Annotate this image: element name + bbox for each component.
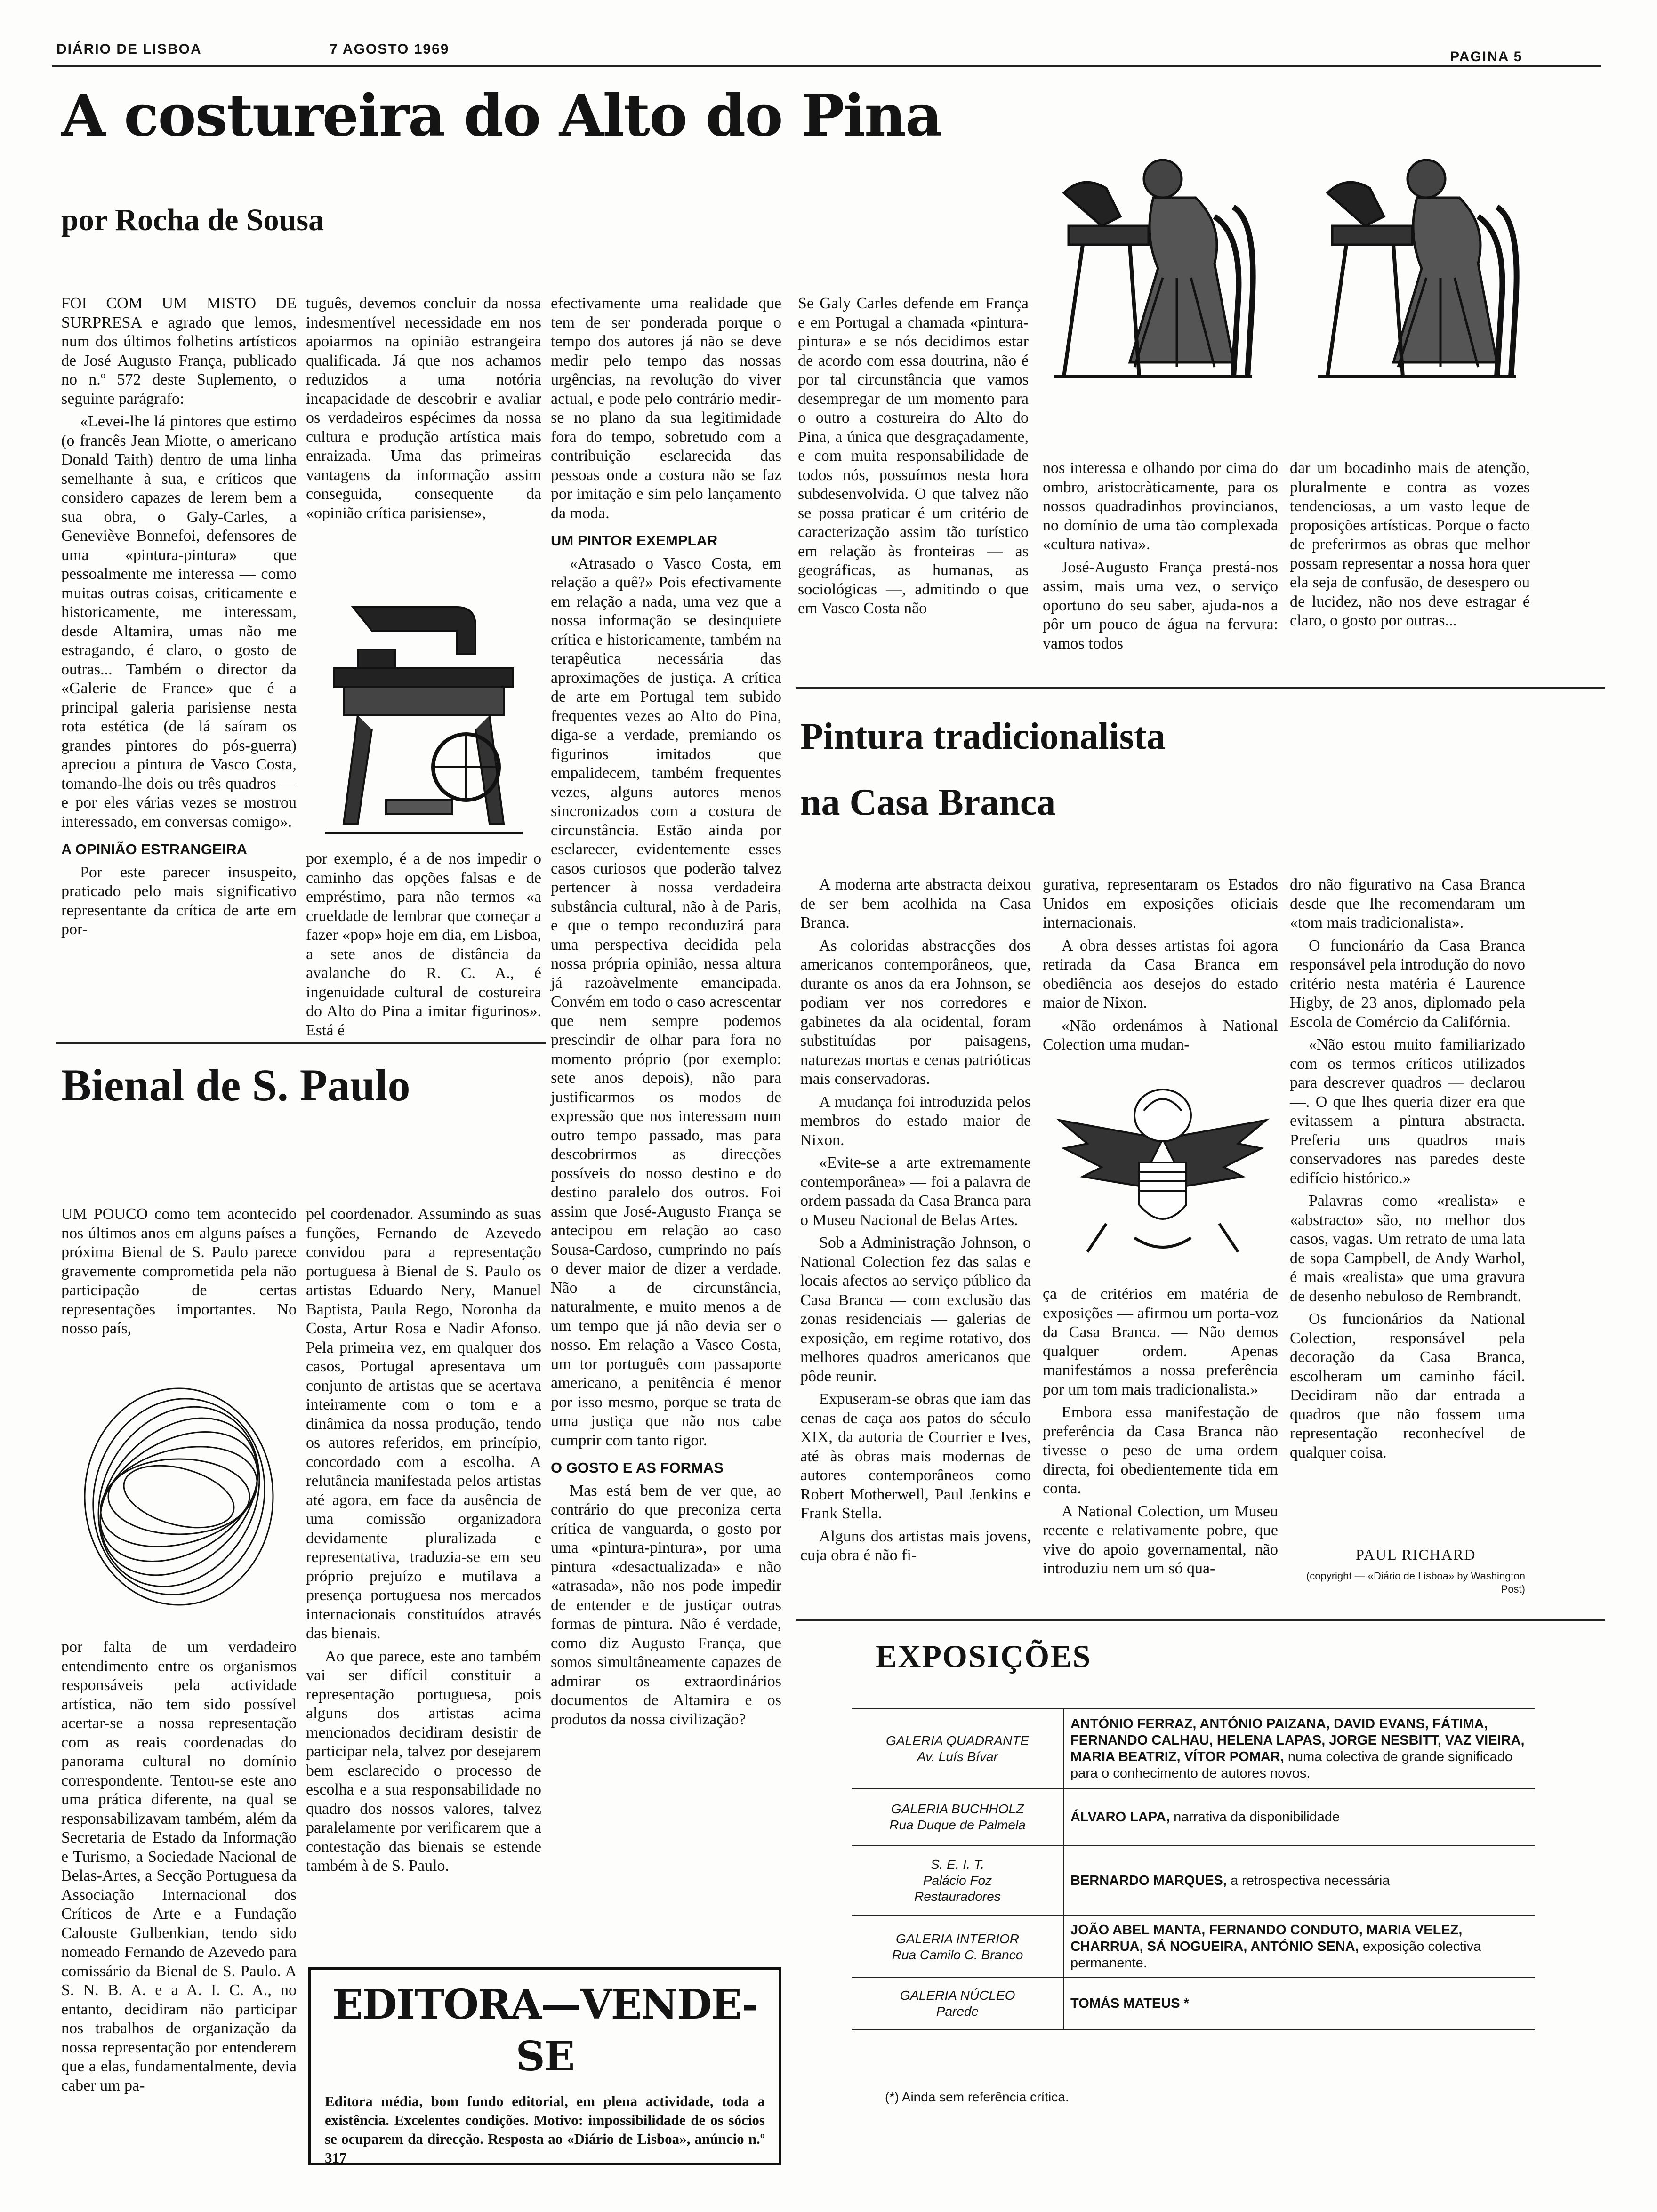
sewing-machine-illustration [325, 579, 523, 842]
paragraph: Mas está bem de ver que, ao contrário do que preconiza certa crítica de vanguarda, o gosto por uma «pintura-pintura», por uma pintura «desactualizada» e não «atrasada», não nos pode impedir de entender e de justiçar outras formas de pintura. Não é verdade, como diz Augusto França, que somos simultâneamente capazes de admirar os extraordinários documentos de Altamira e os produtos da nossa civilização? [551, 1482, 781, 1728]
main-article-col5 [1043, 459, 1278, 673]
pintura-col1 [800, 875, 1031, 1600]
page-number: PAGINA 5 [1450, 49, 1523, 64]
bienal-col2 [306, 1205, 541, 1948]
header-rule [52, 65, 1601, 67]
venue-cell: GALERIA BUCHHOLZ Rua Duque de Palmela [852, 1789, 1063, 1845]
paragraph: UM POUCO como tem acontecido nos últimos anos em alguns países a próxima Bienal de S. Paulo parece gravemente comprometida pela não participação de certas representações importantes. No nosso país, [61, 1205, 297, 1337]
paragraph: As coloridas abstracções dos americanos contemporâneos, que, durante os anos da era Johnson, se podiam ver nos corredores e gabinetes da ala ocidental, foram substituídas por paisagens, naturezas mortas e cenas patrióticas mais conservadoras. [800, 937, 1031, 1088]
main-article-col6 [1290, 459, 1530, 673]
artists-cell: ANTÓNIO FERRAZ, ANTÓNIO PAIZANA, DAVID EVANS, FÁTIMA, FERNANDO CALHAU, HELENA LAPAS, JORGE NESBITT, VAZ VIEIRA, MARIA BEATRIZ, VÍTOR POMAR, numa colectiva de grande significado para o conhecimento de autores novos. [1063, 1709, 1535, 1789]
pintura-col2-top [1043, 875, 1278, 1053]
paragraph: A moderna arte abstracta deixou de ser bem acolhida na Casa Branca. [800, 876, 1031, 931]
section-divider [796, 687, 1605, 689]
paragraph: Alguns dos artistas mais jovens, cuja obra é não fi- [800, 1527, 1031, 1564]
main-article-col3 [551, 294, 781, 1885]
paragraph: «Atrasado o Vasco Costa, em relação a quê?» Pois efectivamente em relação a nada, uma vez que a nossa informação se desinquiete crítica e historicamente, também na terapêutica necessária das aproximações de justiça. A crítica de arte em Portugal tem subido frequentes vezes ao Alto do Pina, diga-se a verdade, premiando os figurinos imitados que empalidecem, também frequentes vezes, alguns autores menos sincronizados com a costura de circunstância. Estão ainda por esclarecer, evidentemente esses casos curiosos que poderão talvez pertencer à nossa verdadeira substância cultural, não à de Paris, e que o tempo reconduzirá para uma perspectiva decidida pela nossa própria opinião, nessa altura já razoàvelmente emancipada. Convém em todo o caso acrescentar que nem sempre podemos prescindir de olhar para fora no momento próprio (por exemplo: sete anos depois), não para justificarmos os modos de expressão que nos interessam num outro tempo passado, mas para descobrirmos as direcções possíveis do nosso destino e do destino paralelo dos outros. Foi assim que José-Augusto França se antecipou em relação ao caso Sousa-Cardoso, cumprindo no país o dever maior de dizer a verdade. Não a de circunstância, naturalmente, e muito menos a de um tempo que já não devia ser o nosso. Em relação a Vasco Costa, um tor português com passaporte americano, a penitência é menor por isso mesmo, porque se trata de uma justiça que não nos cabe cumprir com tanto rigor. [551, 554, 781, 1449]
exhibitions-footnote: (*) Ainda sem referência crítica. [885, 2090, 1069, 2104]
paragraph: Ao que parece, este ano também vai ser difícil constituir a representação portuguesa, pois alguns dos artistas acima mencionados decidiram desistir de participar nela, talvez por desejarem bem esclarecido o processo de escolha e a sua responsabilidade no quadro dos nossos valores, talvez paralelamente por verificarem que a contestação das bienais se estende também à de S. Paulo. [306, 1647, 541, 1875]
paragraph: «Evite-se a arte extremamente contemporânea» — foi a palavra de ordem passada da Casa Branca para o Museu Nacional de Belas Artes. [800, 1154, 1031, 1229]
abstract-spiral-illustration [71, 1374, 287, 1619]
paragraph: «Não estou muito familiarizado com os termos críticos utilizados para descrever quadros — declarou —. O que lhes queria dizer era que evitassem a pintura abstracta. Preferia uns quadros mais conservadores nas paredes deste edifício histórico.» [1290, 1036, 1525, 1187]
paragraph: tuguês, devemos concluir da nossa indesmentível necessidade em nos apoiarmos na opinião estrangeira qualificada. Já que nos achamos reduzidos a uma notória incapacidade de descobrir e avaliar os verdadeiros espécimes da nossa cultura e produção artística mais enraizada. Uma das primeiras vantagens da informação assim conseguida, consequente da «opinião crítica parisiense», [306, 295, 541, 522]
paragraph: A National Colection, um Museu recente e relativamente pobre, que vive do apoio governamental, não introduziu nem um só qua- [1043, 1502, 1278, 1577]
paragraph: Os funcionários da National Colection, responsável pela decoração da Casa Branca, escolheram um caminho fácil. Decidiram não dar entrada a quadros que não fossem uma representação reconhecível de qualquer coisa. [1290, 1310, 1525, 1461]
paragraph: dro não figurativo na Casa Branca desde que lhe recomendaram um «tom mais tradicionalista». [1290, 876, 1525, 931]
paragraph: O funcionário da Casa Branca responsável pela introdução do novo critério nesta matéria é Laurence Higby, de 23 anos, diplomado pela Escola de Comércio da Califórnia. [1290, 937, 1525, 1031]
paragraph: José-Augusto França prestá-nos assim, mais uma vez, o serviço oportuno do seu saber, ajuda-nos a pôr um pouco de água na fervura: vamos todos [1043, 558, 1278, 652]
artists-cell: ÁLVARO LAPA, narrativa da disponibilidade [1063, 1789, 1535, 1845]
main-article-col1 [61, 294, 297, 1033]
main-article-col2-bottom [306, 850, 541, 1039]
subheading: O GOSTO E AS FORMAS [551, 1459, 724, 1476]
paragraph: por falta de um verdadeiro entendimento entre os organismos responsáveis pela actividade artística, não tem sido possível acertar-se a nossa representação com as reais coordenadas do panorama cultural no domínio correspondente. Tentou-se este ano uma prática diferente, na qual se responsabilizavam também, além da Secretaria de Estado da Informação e Turismo, a Sociedade Nacional de Belas-Artes, a Secção Portuguesa da Associação Internacional dos Críticos de Arte e a Fundação Calouste Gulbenkian, tendo sido nomeado Fernando de Azevedo para comissário da Bienal de S. Paulo. A S. N. B. A. e a A. I. C. A., no entanto, decidiram não participar nos trabalhos de organização da nossa representação por entenderem que a elas, fundamentalmente, devia caber um pa- [61, 1638, 297, 2094]
section-divider [796, 1619, 1605, 1621]
paragraph: gurativa, representaram os Estados Unidos em exposições oficiais internacionais. [1043, 876, 1278, 931]
paragraph: efectivamente uma realidade que tem de ser ponderada porque o tempo dos autores já não se deve medir pelo tempo das nossas urgências, na revolução do viver actual, e pode pelo contrário medir-se no plano da sua legitimidade fora do tempo, sobretudo com a contribuição esclarecida das pessoas onde a costura não se faz por imitação e sim pelo lançamento da moda. [551, 295, 781, 522]
pintura-col3 [1290, 875, 1525, 1544]
table-row [852, 1845, 1535, 1916]
main-article-col4 [798, 294, 1029, 671]
paragraph: «Não ordenámos à National Colection uma mudan- [1043, 1017, 1278, 1053]
paragraph: nos interessa e olhando por cima do ombro, aristocràticamente, para os nossos quadradinhos provincianos, no domínio de uma tão complexada «cultura nativa». [1043, 459, 1278, 553]
exhibitions-table [852, 1708, 1535, 2030]
paragraph: Sob a Administração Johnson, o National Colection fez das salas e locais afectos ao serviço público da Casa Branca — com exclusão das zonas residenciais — galerias de exposição, em regime rotativo, dos melhores quadros americanos que pôde reunir. [800, 1234, 1031, 1385]
american-eagle-seal-illustration [1050, 1082, 1276, 1271]
copyright-note: (copyright — «Diário de Lisboa» by Washington Post) [1306, 1570, 1525, 1595]
paragraph: Palavras como «realista» e «abstracto» são, no melhor dos casos, vagas. Um retrato de uma lata de sopa Campbell, de Andy Warhol, é mais «realista» que uma gravura de desenho nebuloso de Rembrandt. [1290, 1192, 1525, 1305]
subheading: UM PINTOR EXEMPLAR [551, 532, 718, 549]
bienal-headline: Bienal de S. Paulo [61, 1060, 410, 1110]
bienal-col1-bottom [61, 1638, 297, 2165]
paragraph: FOI COM UM MISTO DE SURPRESA e agrado que lemos, num dos últimos folhetins artísticos de José Augusto França, publicado no n.º 572 deste Suplemento, o seguinte parágrafo: [61, 295, 297, 408]
paragraph: Por este parecer insuspeito, praticado pelo mais significativo representante da crítica de arte em por- [61, 863, 297, 938]
paragraph: A mudança foi introduzida pelos membros do estado maior de Nixon. [800, 1093, 1031, 1149]
table-row [852, 1916, 1535, 1978]
exposicoes-heading: EXPOSIÇÕES [876, 1638, 1092, 1674]
paragraph: Embora essa manifestação de preferência da Casa Branca não tivesse o peso de uma ordem directa, foi obedientemente tida em conta. [1043, 1403, 1278, 1497]
paragraph: pel coordenador. Assumindo as suas funções, Fernando de Azevedo convidou para a representação portuguesa à Bienal de S. Paulo os artistas Eduardo Nery, Manuel Baptista, Paula Rego, Noronha da Costa, Artur Rosa e Nadir Afonso. Pela primeira vez, em qualquer dos casos, Portugal apresentava um conjunto de artistas que se acertava inteiramente com o tom e a dinâmica da nossa produção, tendo os autores referidos, em princípio, concordado com a escolha. A relutância manifestada pelos artistas até agora, em face da ausência de uma comissão organizadora devidamente pluralizada e representativa, traduzia-se em seu próprio prejuízo e mutilava a presença portuguesa nos mercados internacionais constituídos através das bienais. [306, 1205, 541, 1642]
table-row [852, 1789, 1535, 1845]
paragraph: ça de critérios em matéria de exposições — afirmou um porta-voz da Casa Branca. — Não demos qualquer ordem. Apenas manifestámos a nossa preferência por um tom mais tradicionalista.» [1043, 1285, 1278, 1398]
paragraph: A obra desses artistas foi agora retirada da Casa Branca em obediência aos desejos do estado maior de Nixon. [1043, 937, 1278, 1011]
section-divider [56, 1042, 546, 1044]
issue-date: 7 AGOSTO 1969 [330, 41, 450, 57]
venue-cell: S. E. I. T. Palácio Foz Restauradores [852, 1845, 1063, 1916]
pintura-col2-bottom [1043, 1285, 1278, 1600]
venue-cell: GALERIA NÚCLEO Parede [852, 1978, 1063, 2029]
classified-ad [308, 1967, 781, 2165]
ad-body: Editora média, bom fundo editorial, em plena actividade, toda a existência. Excelentes condições. Motivo: impossibilidade de os sócios se ocuparem da direcção. Resposta ao «Diário de Lisboa», anúncio n.º 317 [325, 2093, 765, 2166]
author-signature: PAUL RICHARD [1356, 1546, 1476, 1563]
pintura-headline-line1: Pintura tradicionalista [800, 716, 1166, 757]
table-row [852, 1709, 1535, 1789]
seamstress-illustration-right [1299, 141, 1535, 386]
paragraph: dar um bocadinho mais de atenção, pluralmente e contra as vozes tendenciosas, a um vasto leque de proposições artísticas. Porque o facto de preferirmos as obras que melhor possam representar a nossa hora quer ela seja de confusão, de desespero ou de lucidez, não nos deve estragar é claro, o gosto por outras... [1290, 459, 1530, 629]
bienal-col1-top [61, 1205, 297, 1360]
main-byline: por Rocha de Sousa [61, 203, 324, 237]
venue-cell: GALERIA INTERIOR Rua Camilo C. Branco [852, 1916, 1063, 1978]
newspaper-name: DIÁRIO DE LISBOA [56, 41, 202, 57]
paragraph: Se Galy Carles defende em França e em Portugal a chamada «pintura-pintura» e se nós decidimos estar de acordo com essa doutrina, não é por tal circunstância que vamos desempregar de um momento para o outro a costureira do Alto do Pina, a única que desgraçadamente, e com muita responsabilidade de todos nós, possuímos nesta hora subdesenvolvida. O que talvez não se possa praticar é um critério de caracterização assim tão turístico em relação às fronteiras — as geográficas, as humanas, as sociológicas —, admitindo o que em Vasco Costa não [798, 295, 1029, 617]
artists-cell: BERNARDO MARQUES, a retrospectiva necessária [1063, 1845, 1535, 1916]
table-row [852, 1978, 1535, 2029]
pintura-headline-line2: na Casa Branca [800, 782, 1056, 823]
artists-cell: TOMÁS MATEUS * [1063, 1978, 1535, 2029]
main-headline: A costureira do Alto do Pina [61, 81, 941, 149]
subheading: A OPINIÃO ESTRANGEIRA [61, 841, 247, 858]
ad-title: EDITORA—VENDE-SE [332, 1981, 758, 2080]
venue-cell: GALERIA QUADRANTE Av. Luís Bívar [852, 1709, 1063, 1789]
paragraph: Expuseram-se obras que iam das cenas de caça aos patos do século XIX, da autoria de Courrier e Ives, até às obras mais modernas de autores contemporâneos como Robert Motherwell, Paul Jenkins e Frank Stella. [800, 1390, 1031, 1522]
artists-cell: JOÃO ABEL MANTA, FERNANDO CONDUTO, MARIA VELEZ, CHARRUA, SÁ NOGUEIRA, ANTÓNIO SENA, exposição colectiva permanente. [1063, 1916, 1535, 1978]
paragraph: por exemplo, é a de nos impedir o caminho das opções falsas e de empréstimo, para não termos «a crueldade de lembrar que começar a fazer «pop» hoje em dia, em Lisboa, a sete anos de distância da avalanche do R. C. A., é ingenuidade cultural de costureira do Alto do Pina a imitar figurinos». Está é [306, 850, 541, 1039]
main-article-col2-top [306, 294, 541, 558]
paragraph: «Levei-lhe lá pintores que estimo (o francês Jean Miotte, o americano Donald Taith) dentro de uma linha semelhante à sua, e críticos que considero capazes de lerem bem a sua obra, o Galy-Carles, a Geneviève Bonnefoi, defensores de uma «pintura-pintura» que pessoalmente me interessa — como muitas outras coisas, criticamente e historicamente, me interessam, desde Altamira, umas não me estragando, é claro, o gosto de outras... Também o director da «Galerie de France» que é a principal galeria parisiense nesta rota estética (de lá saíram os grandes pintores do pós-guerra) apreciou a pintura de Vasco Costa, tomando-lhe dois ou três quadros — e por eles várias vezes se mostrou interessado, em conversas comigo». [61, 413, 297, 831]
seamstress-illustration-left [1036, 141, 1271, 386]
